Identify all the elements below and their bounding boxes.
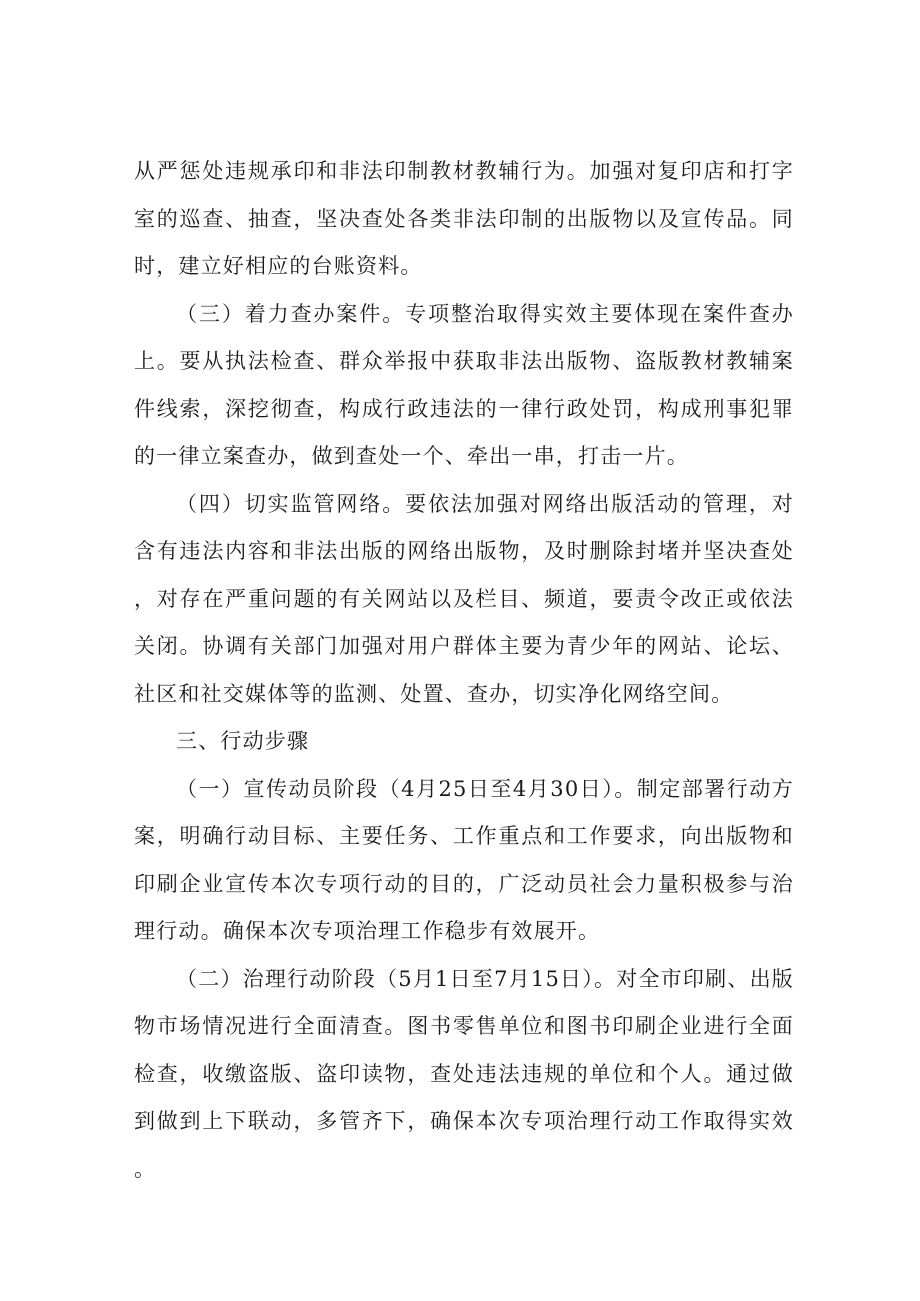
paragraph-step-one: （一）宣传动员阶段（4月25日至4月30日）。制定部署行动方案，明确行动目标、主要任务、工作重点和工作要求，向出版物和印刷企业宣传本次专项行动的目的，广泛动员社会力量积极参与治理行动。确保本次专项治理工作稳步有效展开。 xyxy=(134,776,794,943)
paragraph-step-two: （二）治理行动阶段（5月1日至7月15日）。对全市印刷、出版物市场情况进行全面清查。图书零售单位和图书印刷企业进行全面检查，收缴盗版、盗印读物，查处违法违规的单位和个人。通过做到做到上下联动，多管齐下，确保本次专项治理行动工作取得实效。 xyxy=(134,966,794,1181)
paragraph-continuation: 从严惩处违规承印和非法印制教材教辅行为。加强对复印店和打字室的巡查、抽查，坚决查处各类非法印制的出版物以及宣传品。同时，建立好相应的台账资料。 xyxy=(134,159,794,278)
section-heading-action-steps: 三、行动步骤 xyxy=(176,729,310,753)
document-body xyxy=(134,148,794,1193)
paragraph-section-three: （三）着力查办案件。专项整治取得实效主要体现在案件查办上。要从执法检查、群众举报中获取非法出版物、盗版教材教辅案件线索，深挖彻查，构成行政违法的一律行政处罚，构成刑事犯罪的一律立案查办，做到查处一个、牵出一串，打击一片。 xyxy=(134,301,794,468)
paragraph-section-four: （四）切实监管网络。要依法加强对网络出版活动的管理，对含有违法内容和非法出版的网络出版物，及时删除封堵并坚决查处，对存在严重问题的有关网站以及栏目、频道，要责令改正或依法关闭。协调有关部门加强对用户群体主要为青少年的网站、论坛、社区和社交媒体等的监测、处置、查办，切实净化网络空间。 xyxy=(134,491,794,706)
